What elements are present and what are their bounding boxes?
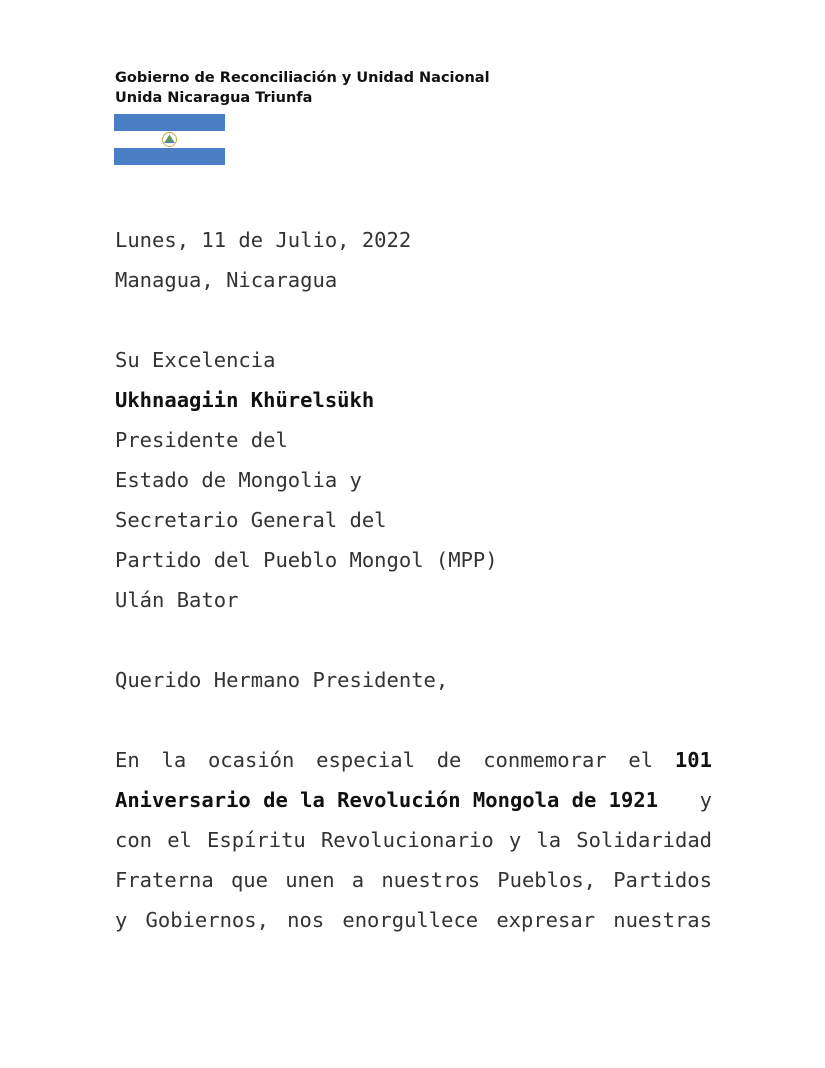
recipient-city: Ulán Bator: [115, 588, 239, 612]
letter-greeting: Querido Hermano Presidente,: [115, 668, 449, 692]
paragraph-line-3: con el Espíritu Revolucionario y la Solidaridad: [115, 828, 712, 852]
anniversary-number: 101: [674, 748, 712, 772]
paragraph-line-2: Aniversario de la Revolución Mongola de 1921 y: [115, 780, 712, 820]
letter-date: Lunes, 11 de Julio, 2022: [115, 228, 412, 252]
paragraph-line-1: En la ocasión especial de conmemorar el 101: [115, 740, 712, 780]
paragraph-line-4: Fraterna que unen a nuestros Pueblos, Partidos: [115, 868, 712, 892]
recipient-salutation: Su Excelencia: [115, 348, 276, 372]
recipient-title-4: Partido del Pueblo Mongol (MPP): [115, 548, 498, 572]
recipient-name: Ukhnaagiin Khürelsükh: [115, 388, 375, 412]
letter-body: [115, 220, 712, 940]
recipient-title-2: Estado de Mongolia y: [115, 468, 362, 492]
nicaragua-flag-icon: [114, 114, 225, 165]
government-slogan: Unida Nicaragua Triunfa: [115, 90, 313, 106]
letterhead: [115, 68, 490, 108]
letter-place: Managua, Nicaragua: [115, 268, 338, 292]
anniversary-title: Aniversario de la Revolución Mongola de 1921: [115, 788, 659, 812]
government-name: Gobierno de Reconciliación y Unidad Nacional: [115, 70, 490, 86]
recipient-title-3: Secretario General del: [115, 508, 387, 532]
coat-of-arms-icon: [163, 133, 177, 147]
recipient-title-1: Presidente del: [115, 428, 288, 452]
paragraph-line-5: y Gobiernos, nos enorgullece expresar nuestras: [115, 908, 712, 932]
